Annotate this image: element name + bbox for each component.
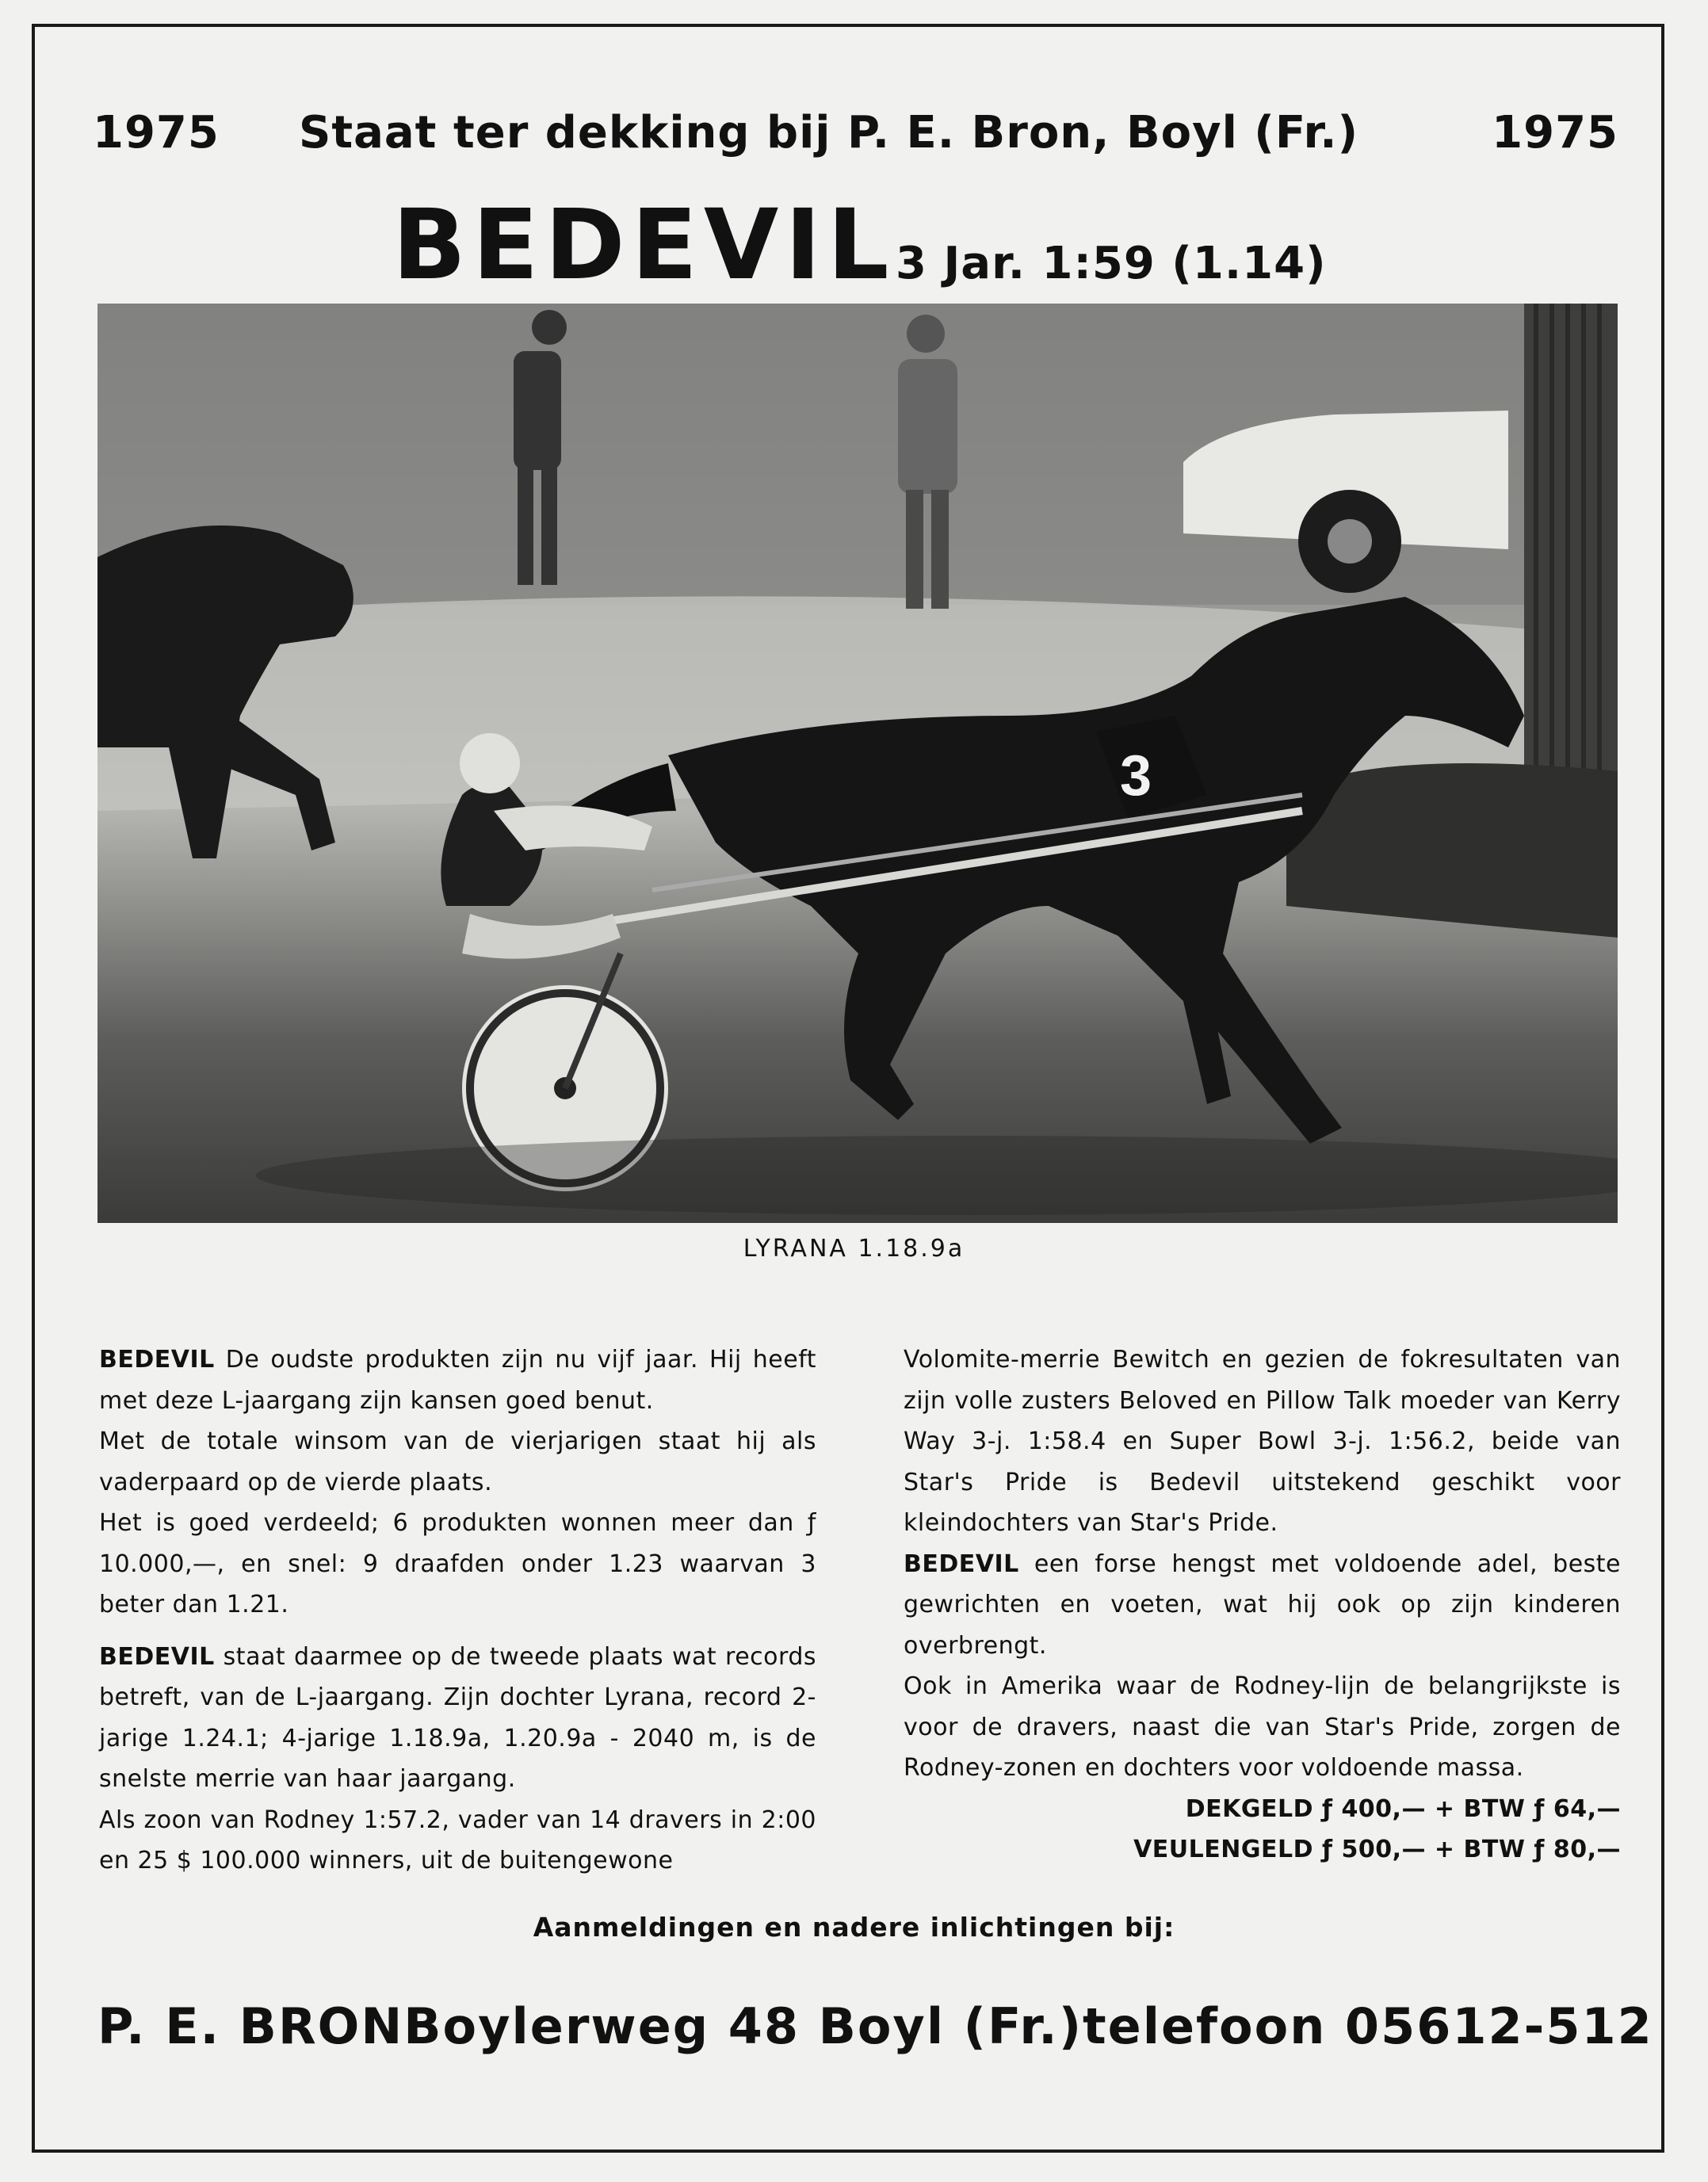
lead-bedevil: BEDEVIL — [99, 1346, 215, 1374]
text-column-right — [904, 1339, 1621, 1871]
paragraph-5: Als zoon van Rodney 1:57.2, vader van 14 dravers in 2:00 en 25 $ 100.000 winners, uit de buitengewone — [99, 1806, 816, 1874]
text-column-left — [99, 1339, 816, 1882]
contact-note: Aanmeldingen en nadere inlichtingen bij: — [533, 1912, 1175, 1943]
horse-record: 3 Jar. 1:59 (1.14) — [896, 238, 1327, 289]
header — [93, 107, 1618, 162]
year-right: 1975 — [1492, 107, 1618, 159]
horse-name: BEDEVIL — [392, 189, 896, 301]
paragraph-7-text: een forse hengst met voldoende adel, beste gewrichten en voeten, wat hij ook op zijn kinderen overbrengt. — [904, 1550, 1621, 1660]
contact-name: P. E. BRON — [97, 1997, 404, 2055]
header-title: Staat ter dekking bij P. E. Bron, Boyl (Fr.) — [299, 107, 1359, 159]
stud-fee: DEKGELD ƒ 400,— + BTW ƒ 64,— — [1185, 1794, 1621, 1823]
contact-footer — [97, 1997, 1653, 2055]
paragraph-4 — [99, 1637, 816, 1800]
year-left: 1975 — [93, 107, 220, 159]
paragraph-8: Ook in Amerika waar de Rodney-lijn de belangrijkste is voor de dravers, naast die van Star's Pride, zorgen de Rodney-zonen en dochters voor voldoende massa. — [904, 1672, 1621, 1782]
saddle-number: 3 — [1120, 744, 1152, 808]
lead-bedevil: BEDEVIL — [904, 1550, 1019, 1578]
race-photo — [97, 304, 1618, 1223]
paragraph-1 — [99, 1339, 816, 1421]
paragraph-1-text: De oudste produkten zijn nu vijf jaar. Hij heeft met deze L-jaargang zijn kansen goed benut. — [99, 1346, 816, 1415]
lead-bedevil: BEDEVIL — [99, 1642, 215, 1671]
contact-phone: telefoon 05612-512 — [1083, 1997, 1653, 2055]
paragraph-2: Met de totale winsom van de vierjarigen staat hij als vaderpaard op de vierde plaats. — [99, 1427, 816, 1496]
foal-fee: VEULENGELD ƒ 500,— + BTW ƒ 80,— — [1133, 1836, 1621, 1863]
paragraph-4-text: staat daarmee op de tweede plaats wat records betreft, van de L-jaargang. Zijn dochter Lyrana, record 2-jarige 1.24.1; 4-jarige 1.18.9a, 1.20.9a - 2040 m, is de snelste merrie van haar jaargang. — [99, 1642, 816, 1793]
paragraph-7 — [904, 1544, 1621, 1667]
photo-caption: LYRANA 1.18.9a — [743, 1235, 965, 1263]
paragraph-6: Volomite-merrie Bewitch en gezien de fokresultaten van zijn volle zusters Beloved en Pillow Talk moeder van Kerry Way 3-j. 1:58.4 en Super Bowl 3-j. 1:56.2, beide van Star's Pride is Bedevil uitstekend geschikt voor kleindochters van Star's Pride. — [904, 1346, 1621, 1537]
contact-address: Boylerweg 48 Boyl (Fr.) — [403, 1997, 1083, 2055]
paragraph-3: Het is goed verdeeld; 6 produkten wonnen meer dan ƒ 10.000,—, en snel: 9 draafden onder 1.23 waarvan 3 beter dan 1.21. — [99, 1509, 816, 1618]
